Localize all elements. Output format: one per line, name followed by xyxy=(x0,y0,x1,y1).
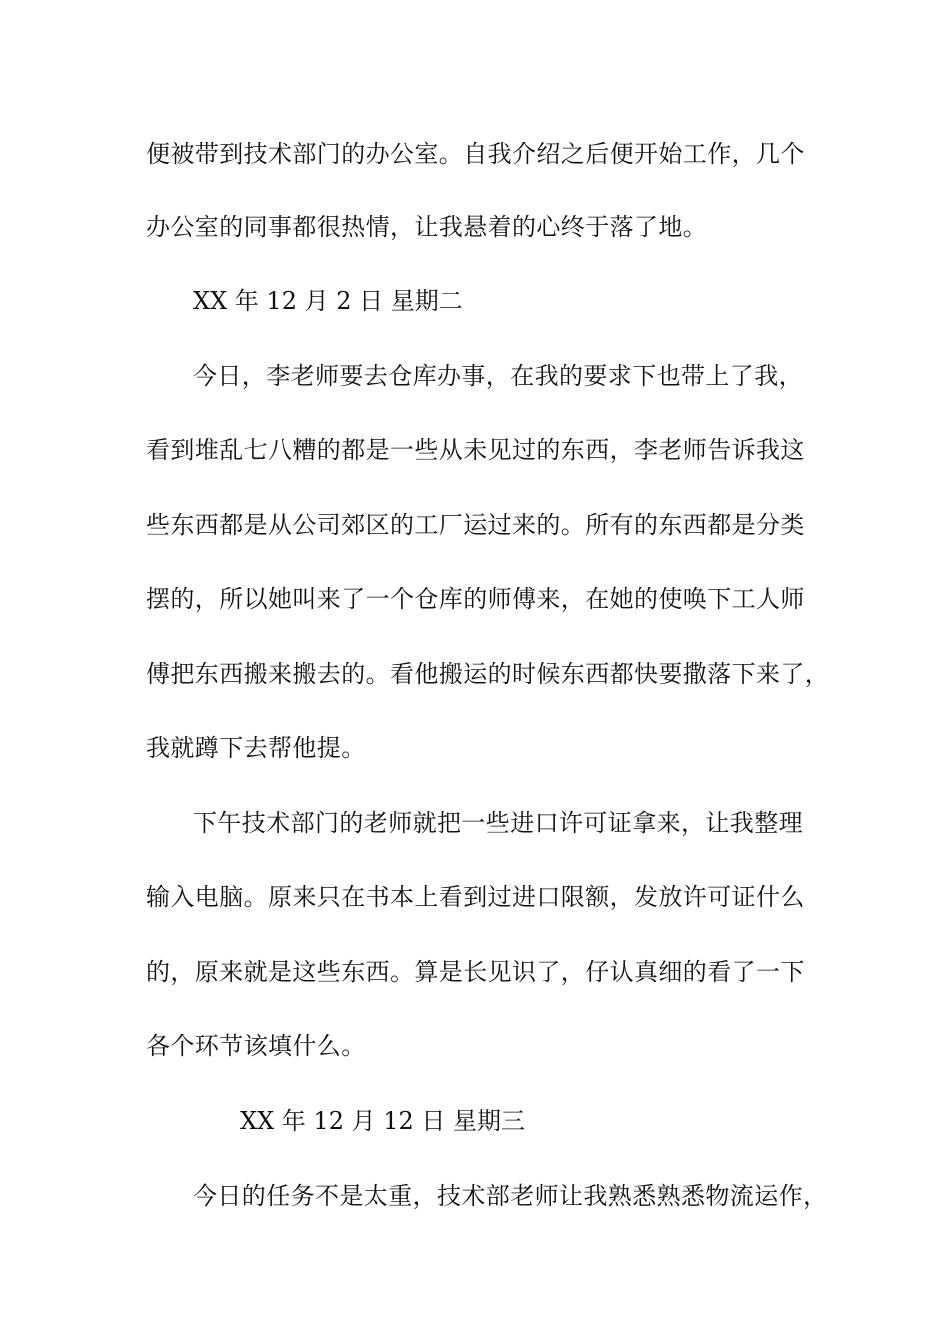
paragraph-line: 今日的任务不是太重，技术部老师让我熟悉熟悉物流运作， xyxy=(193,1182,828,1210)
paragraph-line: 些东西都是从公司郊区的工厂运过来的。所有的东西都是分类 xyxy=(146,511,805,539)
paragraph-line: 看到堆乱七八糟的都是一些从未见过的东西，李老师告诉我这 xyxy=(146,436,805,464)
paragraph-line: 下午技术部门的老师就把一些进口许可证拿来，让我整理 xyxy=(193,809,803,837)
paragraph-line: 的，原来就是这些东西。算是长见识了，仔认真细的看了一下 xyxy=(146,958,805,986)
paragraph-line: 我就蹲下去帮他提。 xyxy=(146,734,366,762)
paragraph-line: 各个环节该填什么。 xyxy=(146,1032,366,1060)
date-heading: XX 年 12 月 2 日 星期二 xyxy=(193,287,463,315)
date-heading: XX 年 12 月 12 日 星期三 xyxy=(240,1107,526,1135)
paragraph-line: 输入电脑。原来只在书本上看到过进口限额，发放许可证什么 xyxy=(146,883,805,911)
paragraph-line: 傅把东西搬来搬去的。看他搬运的时候东西都快要撒落下来了， xyxy=(146,660,830,688)
paragraph-line: 便被带到技术部门的办公室。自我介绍之后便开始工作，几个 xyxy=(146,140,805,168)
paragraph-line: 今日，李老师要去仓库办事，在我的要求下也带上了我， xyxy=(193,362,803,390)
paragraph-line: 摆的，所以她叫来了一个仓库的师傅来，在她的使唤下工人师 xyxy=(146,585,805,613)
paragraph-line: 办公室的同事都很热情，让我悬着的心终于落了地。 xyxy=(146,213,708,241)
